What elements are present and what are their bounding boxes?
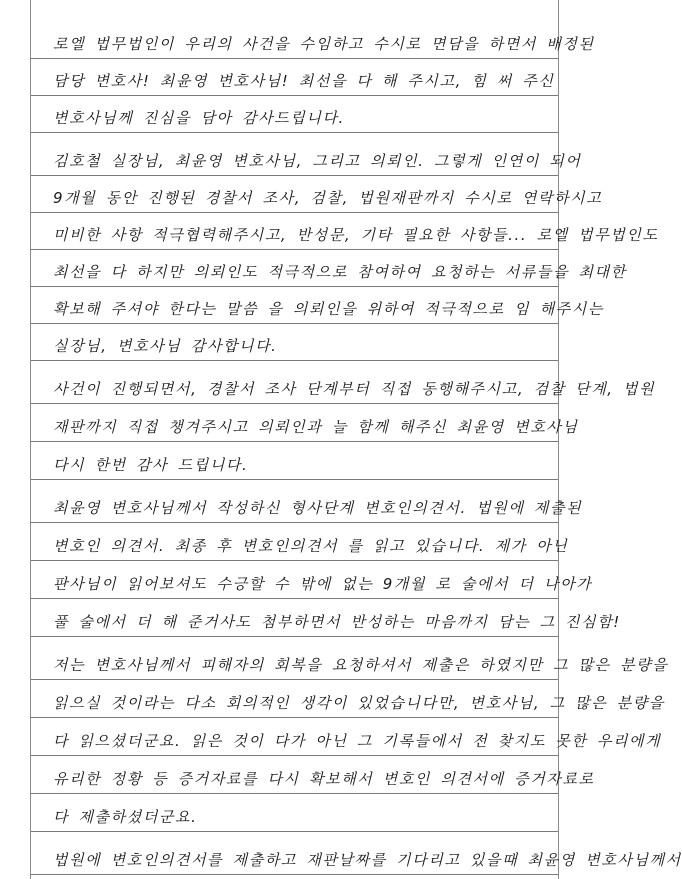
handwritten-text: 최윤영 변호사님께서 작성하신 형사단계 변호인의견서. 법원에 제출된 [53, 499, 583, 517]
handwritten-text: 변호사님께 진심을 담아 감사드립니다. [53, 109, 345, 127]
handwritten-text: 유리한 정황 등 증거자료를 다시 확보해서 변호인 의견서에 증거자료로 [53, 770, 595, 788]
letter-line [31, 250, 627, 287]
letter-line [31, 22, 595, 59]
letter-line [31, 600, 621, 637]
letter-line [31, 324, 558, 361]
handwritten-text: 최선을 다 하지만 의뢰인도 적극적으로 참여하여 요청하는 서류들을 최대한 [53, 263, 627, 281]
letter-line [31, 405, 579, 442]
ruled-letter-sheet [30, 0, 682, 879]
handwritten-text: 9개월 동안 진행된 경찰서 조사, 검찰, 법원재판까지 수시로 연락하시고 [53, 189, 603, 207]
letter-line [31, 139, 582, 176]
handwritten-text: 확보해 주셔야 한다는 말씀 을 의뢰인을 위하여 적극적으로 임 해주시는 [53, 300, 604, 318]
handwritten-text: 재판까지 직접 챙겨주시고 의뢰인과 늘 함께 해주신 최윤영 변호사님 [53, 418, 579, 436]
letter-line [31, 176, 603, 213]
letter-line [31, 486, 583, 523]
handwritten-text: 사건이 진행되면서, 경찰서 조사 단계부터 직접 동행해주시고, 검찰 단계, 법원 [53, 380, 656, 398]
handwritten-text: 변호인 의견서. 최종 후 변호인의견서 를 읽고 있습니다. 제가 아닌 [53, 537, 569, 555]
letter-line [31, 795, 558, 832]
handwritten-text: 다 읽으셨더군요. 읽은 것이 다가 아닌 그 기록들에서 전 찾지도 못한 우리에게 [53, 732, 662, 750]
handwritten-text: 판사님이 읽어보셔도 수긍할 수 밖에 없는 9개월 로 술에서 더 나아가 [53, 575, 593, 593]
letter-line [31, 443, 558, 480]
letter-line [31, 562, 593, 599]
letter-line [31, 367, 656, 404]
handwritten-text: 로엘 법무법인이 우리의 사건을 수임하고 수시로 면담을 하면서 배정된 [53, 35, 595, 53]
letter-line [31, 757, 595, 794]
letter-line [31, 681, 665, 718]
letter-line [31, 96, 558, 133]
handwritten-text: 김호철 실장님, 최윤영 변호사님, 그리고 의뢰인. 그렇게 인연이 되어 [53, 152, 582, 170]
letter-line [31, 643, 669, 680]
letter-line [31, 524, 569, 561]
letter-line [31, 719, 662, 756]
letter-line [31, 213, 659, 250]
handwritten-text: 법원에 변호인의견서를 제출하고 재판날짜를 기다리고 있을때 최윤영 변호사님께서 [53, 851, 682, 869]
handwritten-text: 미비한 사항 적극협력해주시고, 반성문, 기타 필요한 사항들... 로엘 법무법인도 [53, 226, 659, 244]
handwritten-text: 읽으실 것이라는 다소 회의적인 생각이 있었습니다만, 변호사님, 그 많은 분량을 [53, 694, 665, 712]
letter-line [31, 59, 558, 96]
letter-line [31, 838, 682, 875]
handwritten-text: 풀 술에서 더 해 준거사도 첨부하면서 반성하는 마음까지 담는 그 진심함! [53, 613, 621, 631]
handwritten-text: 실장님, 변호사님 감사합니다. [53, 337, 278, 355]
handwritten-text: 저는 변호사님께서 피해자의 회복을 요청하셔서 제출은 하였지만 그 많은 분량을 [53, 656, 669, 674]
handwritten-text: 담당 변호사! 최윤영 변호사님! 최선을 다 해 주시고, 힘 써 주신 [53, 72, 555, 90]
letter-line [31, 287, 604, 324]
handwritten-text: 다시 한번 감사 드립니다. [53, 456, 249, 474]
handwritten-text: 다 제출하셨더군요. [53, 808, 198, 826]
